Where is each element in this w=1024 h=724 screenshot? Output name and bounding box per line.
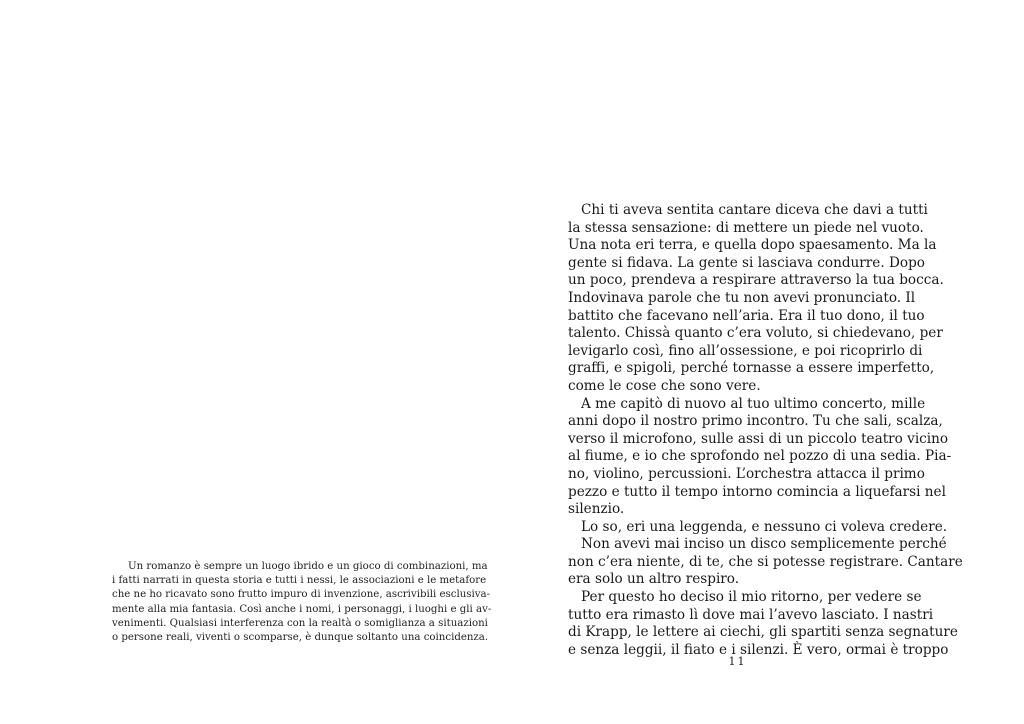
disclaimer-line: mente alla mia fantasia. Così anche i nomi, i personaggi, i luoghi e gli av- bbox=[112, 603, 492, 615]
text-line: Indovinava parole che tu non avevi pronunciato. Il bbox=[568, 289, 916, 306]
text-line: tutto era rimasto lì dove mai l’avevo lasciato. I nastri bbox=[568, 606, 934, 623]
text-line: un poco, prendeva a respirare attraverso la tua bocca. bbox=[568, 272, 944, 289]
disclaimer-line: o persone reali, viventi o scomparse, è dunque soltanto una coincidenza. bbox=[112, 632, 489, 644]
page-number: 11 bbox=[728, 655, 747, 668]
text-line: e senza leggii, il fiato e i silenzi. È vero, ormai è troppo bbox=[568, 641, 949, 658]
text-line: la stessa sensazione: di mettere un piede nel vuoto. bbox=[568, 219, 924, 236]
text-line: come le cose che sono vere. bbox=[568, 377, 761, 394]
text-line: non c’era niente, di te, che si potesse registrare. Cantare bbox=[568, 553, 963, 570]
text-line: Chi ti aveva sentita cantare diceva che davi a tutti bbox=[581, 202, 928, 218]
text-line: no, violino, percussioni. L’orchestra attacca il primo bbox=[568, 465, 925, 482]
text-line: silenzio. bbox=[568, 501, 625, 518]
text-line: graffi, e spigoli, perché tornasse a essere imperfetto, bbox=[568, 360, 935, 377]
chapter-text bbox=[568, 202, 963, 659]
right-page bbox=[512, 0, 1024, 724]
text-line: levigarlo così, fino all’ossessione, e poi ricoprirlo di bbox=[568, 342, 923, 359]
text-line: Per questo ho deciso il mio ritorno, per vedere se bbox=[581, 589, 922, 606]
text-line: gente si fidava. La gente si lasciava condurre. Dopo bbox=[568, 254, 925, 271]
disclaimer-line: che ne ho ricavato sono frutto impuro di invenzione, ascrivibili esclusiva- bbox=[112, 589, 491, 601]
text-line: Una nota eri terra, e quella dopo spaesamento. Ma la bbox=[568, 237, 937, 254]
text-line: talento. Chissà quanto c’era voluto, si chiedevano, per bbox=[568, 325, 943, 342]
disclaimer-line: Un romanzo è sempre un luogo ibrido e un gioco di combinazioni, ma bbox=[128, 561, 488, 572]
text-line: al fiume, e io che sprofondo nel pozzo di una sedia. Pia- bbox=[568, 448, 952, 465]
disclaimer-note bbox=[112, 560, 492, 645]
text-line: era solo un altro respiro. bbox=[568, 571, 740, 588]
disclaimer-line: i fatti narrati in questa storia e tutti i nessi, le associazioni e le metafore bbox=[112, 575, 487, 587]
text-line: verso il microfono, sulle assi di un piccolo teatro vicino bbox=[568, 430, 949, 447]
text-line: Lo so, eri una leggenda, e nessuno ci voleva credere. bbox=[581, 518, 948, 535]
text-line: A me capitò di nuovo al tuo ultimo concerto, mille bbox=[581, 395, 926, 412]
text-line: di Krapp, le lettere ai ciechi, gli spartiti senza segnature bbox=[568, 624, 958, 641]
text-line: battito che facevano nell’aria. Era il tuo dono, il tuo bbox=[568, 307, 925, 324]
text-line: anni dopo il nostro primo incontro. Tu che sali, scalza, bbox=[568, 413, 943, 430]
disclaimer-line: venimenti. Qualsiasi interferenza con la realtà o somiglianza a situazioni bbox=[112, 617, 488, 629]
text-line: pezzo e tutto il tempo intorno comincia a liquefarsi nel bbox=[568, 483, 946, 500]
text-line: Non avevi mai inciso un disco semplicemente perché bbox=[581, 536, 947, 553]
